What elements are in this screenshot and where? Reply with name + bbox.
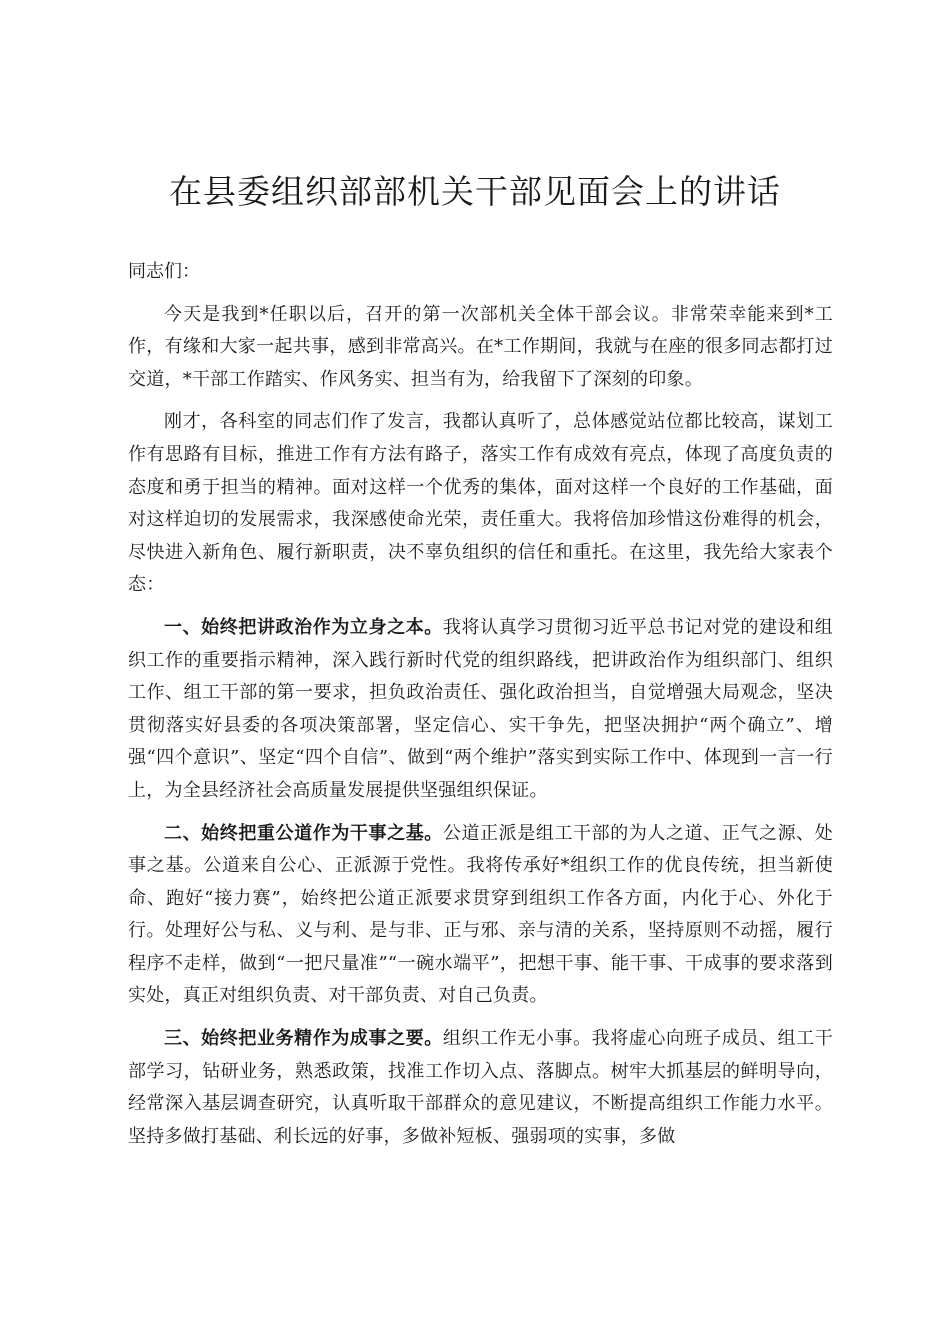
- paragraph-3: [128, 612, 833, 808]
- paragraph-2: [128, 406, 833, 602]
- paragraph-text: 公道正派是组工干部的为人之道、正气之源、处事之基。公道来自公心、正派源于党性。我将传承好*组织工作的优良传统，担当新使命、跑好“接力赛”，始终把公道正派要求贯穿到组织工作各方面，内化于心、外化于行。处理好公与私、义与利、是与非、正与邪、亲与清的关系，坚持原则不动摇，履行程序不走样，做到“一把尺量准”“一碗水端平”，把想干事、能干事、干成事的要求落到实处，真正对组织负责、对干部负责、对自己负责。: [128, 822, 834, 1007]
- paragraph-heading: 一、始终把讲政治作为立身之本。: [164, 616, 443, 638]
- paragraph-1: [128, 299, 833, 397]
- paragraph-text: 今天是我到*任职以后，召开的第一次部机关全体干部会议。非常荣幸能来到*工作，有缘和大家一起共事，感到非常高兴。在*工作期间，我就与在座的很多同志都打过交道，*干部工作踏实、作风务实、担当有为，给我留下了深刻的印象。: [128, 303, 833, 390]
- paragraph-heading: 二、始终把重公道作为干事之基。: [164, 822, 443, 844]
- paragraph-text: 组织工作无小事。我将虚心向班子成员、组工干部学习，钻研业务，熟悉政策，找准工作切入点、落脚点。树牢大抓基层的鲜明导向，经常深入基层调查研究，认真听取干部群众的意见建议，不断提高组织工作能力水平。坚持多做打基础、利长远的好事，多做补短板、强弱项的实事，多做: [128, 1028, 834, 1147]
- greeting: 同志们：: [128, 261, 200, 282]
- paragraph-text: 刚才，各科室的同志们作了发言，我都认真听了，总体感觉站位都比较高，谋划工作有思路有目标，推进工作有方法有路子，落实工作有成效有亮点，体现了高度负责的态度和勇于担当的精神。面对这样一个优秀的集体，面对这样一个良好的工作基础，面对这样迫切的发展需求，我深感使命光荣，责任重大。我将倍加珍惜这份难得的机会，尽快进入新角色、履行新职责，决不辜负组织的信任和重托。在这里，我先给大家表个态：: [128, 411, 833, 596]
- document-body: [128, 256, 833, 1163]
- document-title: 在县委组织部部机关干部见面会上的讲话: [169, 172, 781, 211]
- paragraph-heading: 三、始终把业务精作为成事之要。: [164, 1028, 443, 1050]
- paragraph-4: [128, 818, 833, 1014]
- paragraph-5: [128, 1023, 833, 1153]
- paragraph-text: 我将认真学习贯彻习近平总书记对党的建设和组织工作的重要指示精神，深入践行新时代党的组织路线，把讲政治作为组织部门、组织工作、组工干部的第一要求，担负政治责任、强化政治担当，自觉增强大局观念，坚决贯彻落实好县委的各项决策部署，坚定信心、实干争先，把坚决拥护“两个确立”、增强“四个意识”、坚定“四个自信”、做到“两个维护”落实到实际工作中、体现到一言一行上，为全县经济社会高质量发展提供坚强组织保证。: [128, 616, 834, 801]
